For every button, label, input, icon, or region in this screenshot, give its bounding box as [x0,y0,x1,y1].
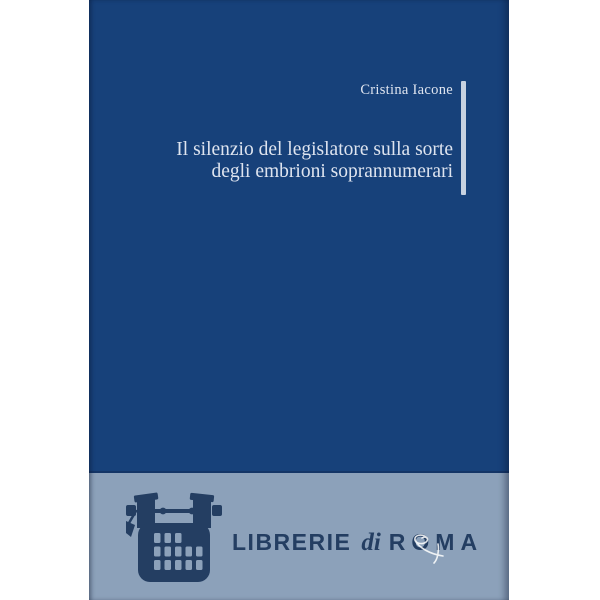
publisher-banner [89,473,509,600]
book-cover [89,0,509,600]
book-title [176,139,453,182]
vertical-rule [461,81,466,195]
brand-word-librerie: LIBRERIE [232,529,352,555]
book-title-line1: Il silenzio del legislatore sulla sorte [176,139,453,160]
typewriter-icon [126,490,222,582]
book-title-line2: degli embrioni soprannumerari [211,160,453,182]
signature-flourish-icon [411,533,451,569]
brand-word-roma: ROMA [388,529,484,555]
brand-word-di: di [361,529,381,556]
author-name: Cristina Iacone [360,82,453,98]
